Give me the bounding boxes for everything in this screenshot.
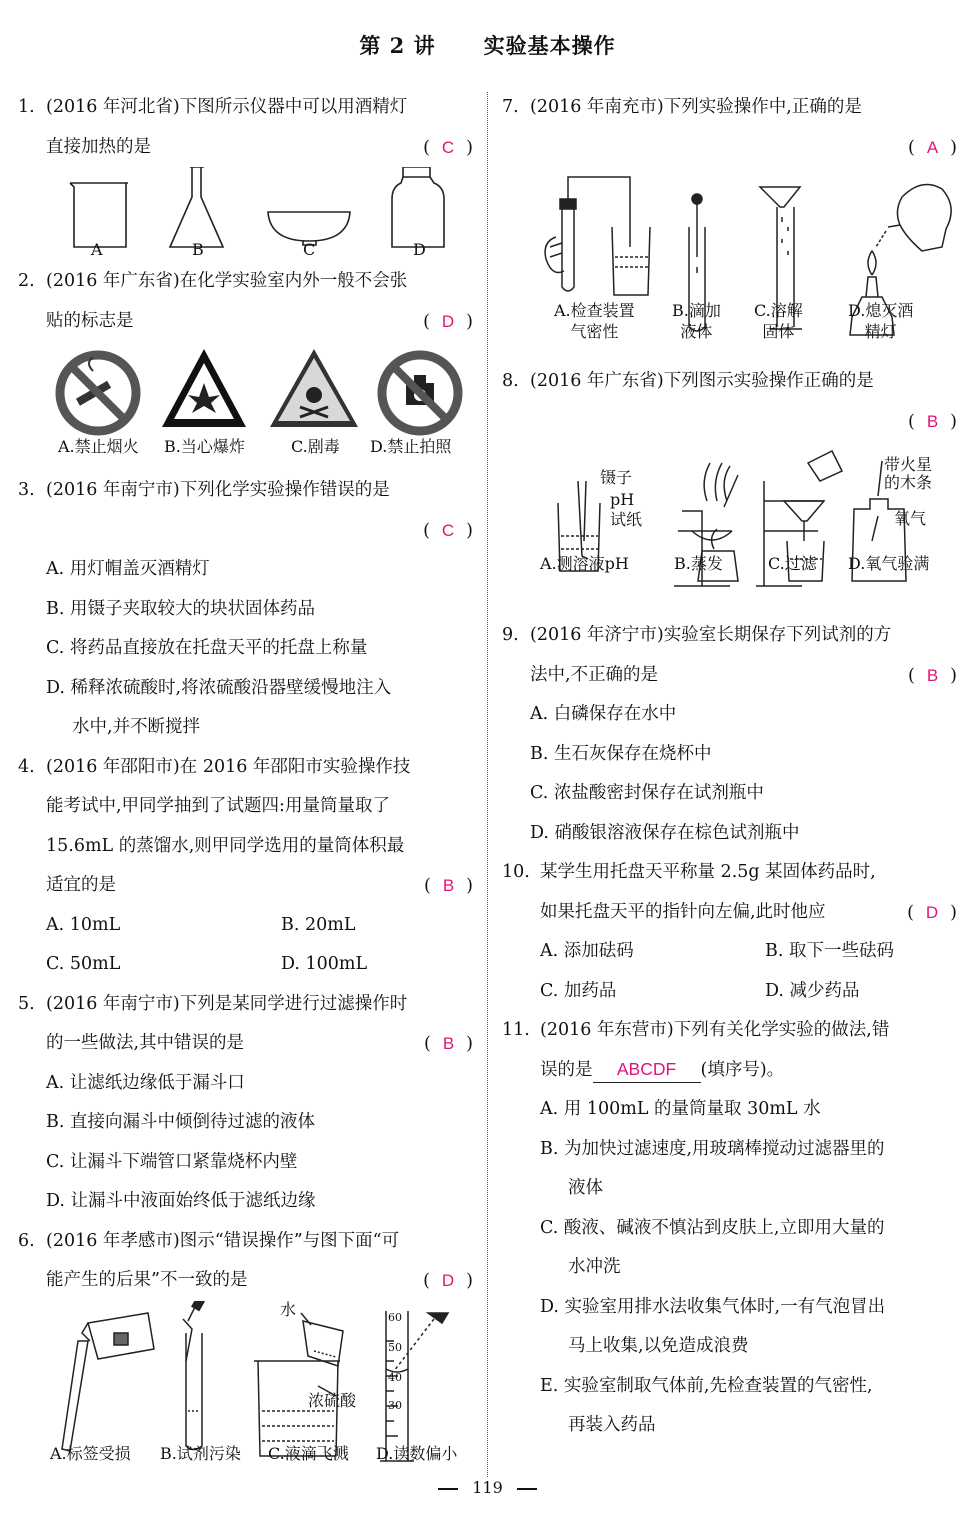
q8-label-ph: pH	[610, 490, 635, 509]
q7-stem: 7. (2016 年南充市)下列实验操作中,正确的是	[502, 97, 862, 117]
q6-label-water: 水	[280, 1299, 297, 1319]
q1-answer: ( C )	[423, 137, 473, 158]
q6-label-acid: 浓硫酸	[308, 1390, 357, 1410]
q8-label-splint-2: 的木条	[884, 473, 933, 492]
left-column	[18, 88, 473, 1476]
q2-figure	[18, 341, 473, 471]
q6-caption-c: C.液滴飞溅	[268, 1443, 349, 1463]
q6-tick-50: 50	[388, 1340, 402, 1354]
q4-stem: 4. (2016 年邵阳市)在 2016 年邵阳市实验操作技	[18, 756, 411, 777]
q2-caption-c: C.剧毒	[291, 437, 340, 456]
q7-caption-c: C.溶解 固体	[754, 301, 803, 341]
q6-caption-d: D.读数偏小	[376, 1443, 458, 1463]
q8-caption-c: C.过滤	[768, 554, 817, 573]
q8-label-tweezers: 镊子	[600, 468, 633, 487]
q6-tick-40: 40	[388, 1370, 402, 1384]
q8-label-splint-1: 带火星	[884, 455, 933, 474]
right-column	[502, 88, 957, 1446]
erlenmeyer-flask-icon	[170, 167, 223, 247]
q9-option-c: C. 浓盐酸密封保存在试剂瓶中	[530, 783, 764, 803]
pouring-bottle-icon	[62, 1313, 154, 1451]
q10-stem-2: 如果托盘天平的指针向左偏,此时他应 ( D )	[502, 893, 957, 933]
q5-answer: ( B )	[424, 1034, 473, 1054]
no-smoking-sign-icon	[60, 355, 136, 431]
no-photography-sign-icon	[382, 355, 458, 431]
explosion-warning-sign-icon	[162, 349, 246, 427]
acid-dilution-icon	[254, 1313, 343, 1456]
q8-figure	[502, 441, 957, 616]
q10-stem: 10. 某学生用托盘天平称量 2.5g 某固体药品时,	[502, 862, 876, 882]
q3-answer: ( C )	[423, 520, 473, 541]
lecture-title: 实验基本操作	[483, 33, 616, 58]
q9-stem-2: 法中,不正确的是 ( B )	[502, 656, 957, 696]
lecture-number: 第 2 讲	[359, 33, 436, 58]
q6-caption-b: B.试剂污染	[160, 1443, 241, 1463]
q7-caption-d: D.熄灭酒 精灯	[848, 301, 914, 341]
page-footer	[0, 1478, 975, 1497]
toxic-warning-sign-icon	[270, 349, 358, 427]
q10-options-cd: C. 加药品 D. 减少药品	[540, 980, 860, 1001]
airtightness-check-icon	[545, 177, 650, 295]
q1-label-c: C	[303, 240, 316, 259]
q8-caption-b: B.蒸发	[674, 554, 723, 573]
q7-caption-b: B.滴加 液体	[672, 301, 721, 341]
q4-options-cd: C. 50mL D. 100mL	[46, 954, 368, 974]
q6-answer: ( D )	[423, 1271, 473, 1291]
q7-answer: ( A )	[908, 137, 957, 158]
q11-option-a: A. 用 100mL 的量筒量取 30mL 水	[540, 1099, 821, 1119]
q4-answer: ( B )	[424, 876, 473, 896]
q11-option-c-2: 水冲洗	[568, 1257, 621, 1277]
q8-answer: ( B )	[908, 411, 957, 432]
q11-option-c: C. 酸液、碱液不慎沾到皮肤上,立即用大量的	[540, 1217, 885, 1238]
q1-figure	[18, 167, 473, 262]
q6-stem-2: 能产生的后果”不一致的是 ( D )	[18, 1261, 473, 1301]
q11-option-d-2: 马上收集,以免造成浪费	[568, 1336, 749, 1356]
q5-option-b: B. 直接向漏斗中倾倒待过滤的液体	[46, 1112, 315, 1132]
q9-stem: 9. (2016 年济宁市)实验室长期保存下列试剂的方	[502, 625, 892, 645]
q1-stem-2: 直接加热的是 ( C )	[18, 128, 473, 168]
q5-stem-2: 的一些做法,其中错误的是 ( B )	[18, 1024, 473, 1064]
q11-option-d: D. 实验室用排水法收集气体时,一有气泡冒出	[540, 1296, 886, 1317]
q11-option-e: E. 实验室制取气体前,先检查装置的气密性,	[540, 1375, 873, 1396]
q3-stem: 3. (2016 年南宁市)下列化学实验操作错误的是	[18, 480, 390, 500]
q8-label-oxygen: 氧气	[894, 509, 927, 528]
q1-label-a: A	[91, 240, 103, 259]
q1-stem: 1. (2016 年河北省)下图所示仪器中可以用酒精灯	[18, 97, 408, 117]
q8-answer-line	[502, 402, 957, 442]
q9-option-d: D. 硝酸银溶液保存在棕色试剂瓶中	[530, 822, 800, 843]
q1-label-d: D	[413, 240, 426, 259]
page-number: 119	[472, 1478, 503, 1497]
q11-option-b-2: 液体	[568, 1178, 603, 1198]
q9-option-b: B. 生石灰保存在烧杯中	[530, 743, 712, 764]
q2-caption-a: A.禁止烟火	[58, 437, 139, 456]
q11-stem: 11. (2016 年东营市)下列有关化学实验的做法,错	[502, 1020, 890, 1040]
q9-option-a: A. 白磷保存在水中	[530, 704, 677, 724]
q11-option-b: B. 为加快过滤速度,用玻璃棒搅动过滤器里的	[540, 1138, 885, 1159]
q5-stem: 5. (2016 年南宁市)下列是某同学进行过滤操作时	[18, 993, 408, 1014]
q2-stem-2: 贴的标志是 ( D )	[18, 302, 473, 342]
q3-answer-line	[18, 511, 473, 551]
q3-option-d: D. 稀释浓硫酸时,将浓硫酸沿器壁缓慢地注入	[46, 677, 392, 698]
q2-caption-d: D.禁止拍照	[370, 437, 452, 456]
column-divider	[487, 92, 488, 1477]
q4-options-ab: A. 10mL B. 20mL	[46, 914, 356, 935]
q6-figure	[18, 1301, 473, 1476]
q4-stem-2: 能考试中,甲同学抽到了试题四:用量筒量取了	[46, 796, 390, 816]
q2-caption-b: B.当心爆炸	[164, 437, 245, 456]
page-title	[0, 30, 975, 60]
q4-stem-3: 15.6mL 的蒸馏水,则甲同学选用的量筒体积最	[46, 835, 405, 856]
q10-answer: ( D )	[907, 902, 957, 923]
q8-caption-a: A.测溶液pH	[540, 554, 629, 573]
q9-answer: ( B )	[908, 665, 957, 686]
q7-answer-line	[502, 128, 957, 168]
q11-option-e-2: 再装入药品	[568, 1415, 656, 1435]
q4-stem-4: 适宜的是 ( B )	[18, 866, 473, 906]
q11-answer: ABCDF	[593, 1056, 701, 1083]
q8-stem: 8. (2016 年广东省)下列图示实验操作正确的是	[502, 371, 874, 391]
q3-option-c: C. 将药品直接放在托盘天平的托盘上称量	[46, 638, 368, 658]
reagent-bottle-icon	[392, 167, 444, 247]
q8-caption-d: D.氧气验满	[848, 554, 930, 573]
dropper-tube-icon	[183, 1301, 204, 1450]
q2-stem: 2. (2016 年广东省)在化学实验室内外一般不会张	[18, 271, 408, 291]
q5-option-a: A. 让滤纸边缘低于漏斗口	[46, 1072, 245, 1093]
q7-figure	[502, 167, 957, 362]
q11-stem-2: 误的是 ABCDF (填序号)。	[502, 1051, 957, 1091]
q6-caption-a: A.标签受损	[50, 1443, 131, 1463]
q8-label-paper: 试纸	[610, 510, 643, 529]
q2-answer: ( D )	[423, 311, 473, 332]
q6-tick-60: 60	[388, 1310, 402, 1324]
beaker-icon	[70, 183, 128, 247]
q5-option-d: D. 让漏斗中液面始终低于滤纸边缘	[46, 1191, 316, 1211]
q10-options-ab: A. 添加砝码 B. 取下一些砝码	[540, 941, 894, 961]
q6-stem: 6. (2016 年孝感市)图示“错误操作”与图下面“可	[18, 1230, 400, 1251]
q5-option-c: C. 让漏斗下端管口紧靠烧杯内壁	[46, 1151, 298, 1172]
q3-option-b: B. 用镊子夹取较大的块状固体药品	[46, 598, 315, 619]
q3-option-a: A. 用灯帽盖灭酒精灯	[46, 559, 210, 579]
q3-option-d-2: 水中,并不断搅拌	[72, 717, 201, 737]
q6-tick-30: 30	[388, 1398, 402, 1412]
q1-label-b: B	[192, 240, 204, 259]
q7-caption-a: A.检查装置 气密性	[554, 301, 635, 341]
